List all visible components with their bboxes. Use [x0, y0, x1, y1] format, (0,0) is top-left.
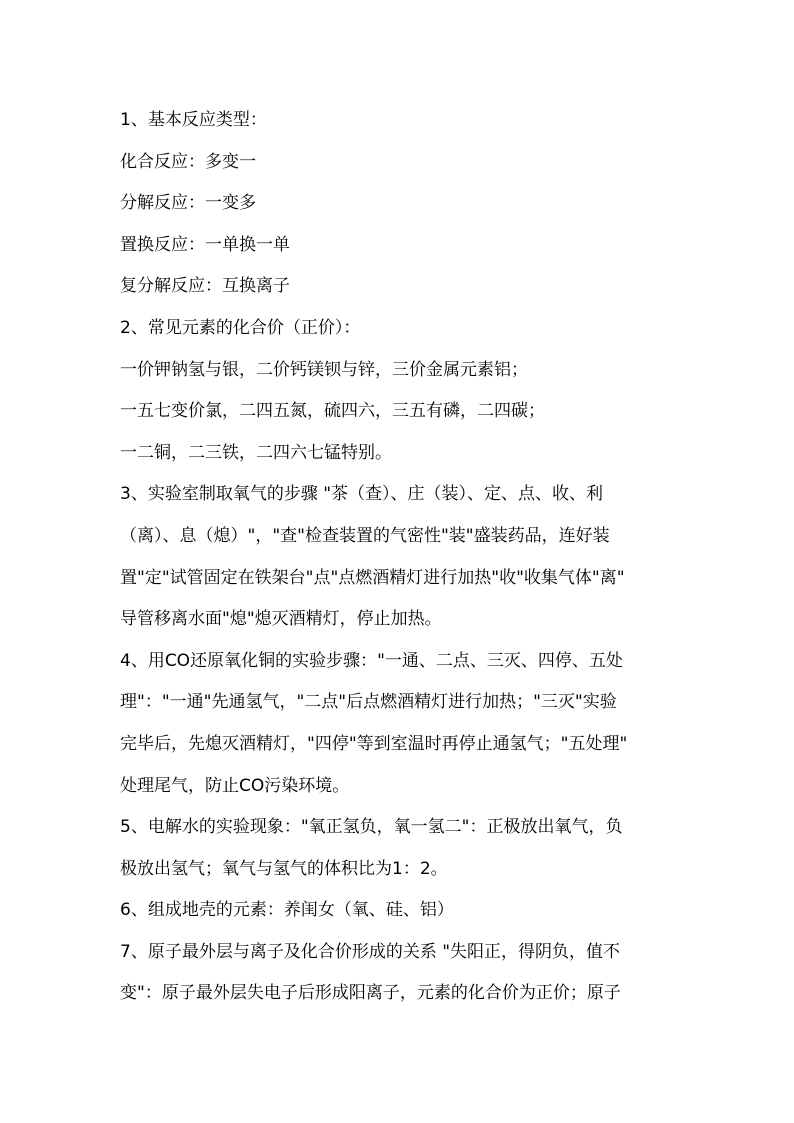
document-body	[120, 100, 680, 1015]
text-line: 处理尾气，防止CO污染环境。	[120, 775, 350, 796]
text-line: 导管移离水面"熄"熄灭酒精灯，停止加热。	[120, 609, 442, 630]
text-line: 分解反应：一变多	[120, 193, 256, 214]
text-line: 3、实验室制取氧气的步骤 "茶（查）、庄（装）、定、点、收、利	[120, 484, 604, 505]
text-line: 变"：原子最外层失电子后形成阳离子，元素的化合价为正价；原子	[120, 983, 621, 1004]
text-line: 置换反应：一单换一单	[120, 234, 290, 255]
text-line: 完毕后，先熄灭酒精灯，"四停"等到室温时再停止通氢气；"五处理"	[120, 733, 628, 754]
text-line: 极放出氢气；氧气与氢气的体积比为1：2。	[120, 858, 448, 879]
text-line: 5、电解水的实验现象："氧正氢负，氧一氢二"：正极放出氧气，负	[120, 817, 623, 838]
text-line: 理"："一通"先通氢气，"二点"后点燃酒精灯进行加热；"三灭"实验	[120, 692, 617, 713]
text-line: 一价钾钠氢与银，二价钙镁钡与锌，三价金属元素铝；	[120, 359, 528, 380]
text-line: 一二铜，二三铁，二四六七锰特别。	[120, 442, 392, 463]
text-line: 7、原子最外层与离子及化合价形成的关系 "失阳正，得阴负，值不	[120, 941, 621, 962]
text-line: 6、组成地壳的元素：养闺女（氧、硅、铝）	[120, 900, 454, 921]
text-line: 一五七变价氯，二四五氮，硫四六，三五有磷，二四碳；	[120, 401, 545, 422]
text-line: （离）、息（熄）"，"查"检查装置的气密性"装"盛装药品，连好装	[120, 525, 610, 546]
text-line: 置"定"试管固定在铁架台"点"点燃酒精灯进行加热"收"收集气体"离"	[120, 567, 625, 588]
text-line: 化合反应：多变一	[120, 151, 256, 172]
text-line: 2、常见元素的化合价（正价）：	[120, 317, 361, 338]
text-line: 1、基本反应类型：	[120, 110, 267, 130]
text-line: 4、用CO还原氧化铜的实验步骤："一通、二点、三灭、四停、五处	[120, 650, 623, 671]
text-line: 复分解反应：互换离子	[120, 276, 290, 297]
